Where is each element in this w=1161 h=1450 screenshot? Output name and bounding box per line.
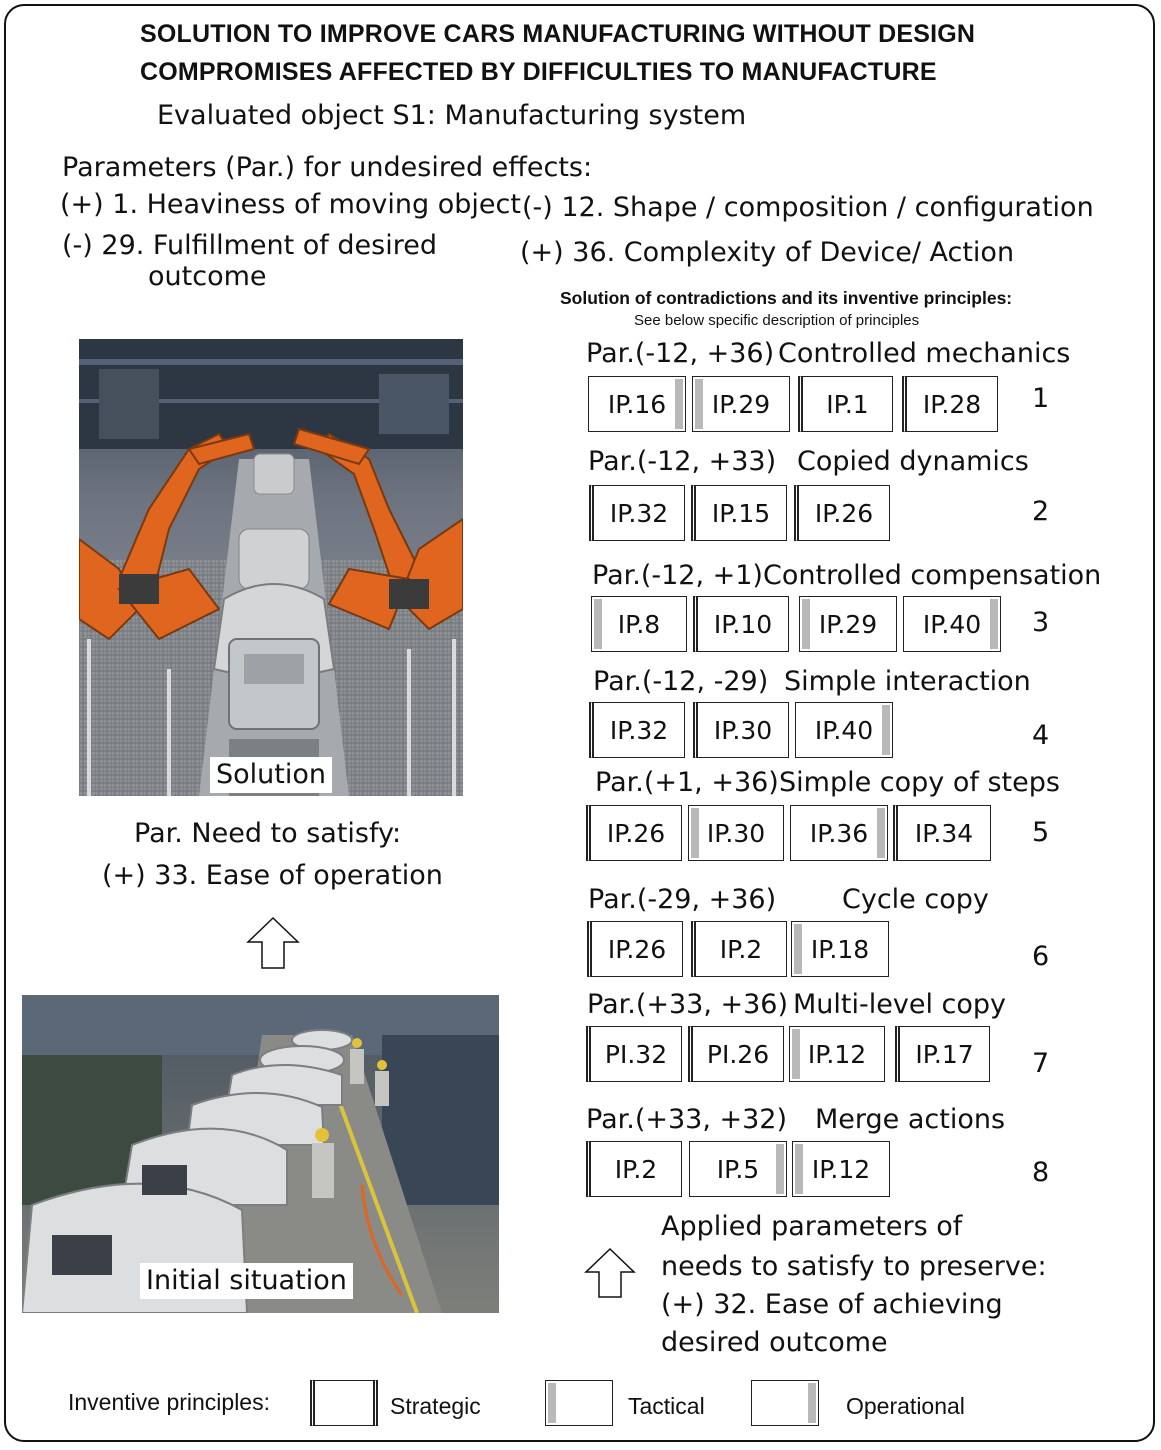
param-29-line2: outcome [148,261,267,292]
ip-label: IP.36 [809,818,869,848]
ip-label: IP.40 [922,609,982,639]
ip-label: IP.17 [915,1039,974,1069]
legend-operational-label: Operational [846,1393,965,1419]
ip-label: PI.32 [604,1039,668,1069]
ip-box-strategic [691,921,787,977]
ip-box-tactical [792,1141,890,1197]
row-4-name: Simple interaction [784,666,1031,697]
up-arrow-icon [246,916,300,970]
ip-box-strategic [589,702,685,758]
row-7-number: 7 [1032,1048,1050,1079]
params-heading: Parameters (Par.) for undesired effects: [62,152,593,183]
ip-label: IP.16 [607,389,667,419]
row-3-number: 3 [1032,607,1050,638]
ip-label: IP.12 [811,1154,871,1184]
param-12: (-) 12. Shape / composition / configuration [522,192,1094,223]
solution-label: Solution [210,757,332,793]
row-8-number: 8 [1032,1157,1050,1188]
ip-box-strategic [587,921,683,977]
applied-line-4: desired outcome [661,1327,888,1358]
ip-box-strategic [586,1141,682,1197]
row-2-par: Par.(-12, +33) [588,446,777,477]
legend-tactical-box [545,1380,613,1426]
ip-label: IP.15 [711,498,771,528]
legend-operational-box [751,1380,819,1426]
row-6-number: 6 [1032,941,1050,972]
ip-box-strategic [688,1026,784,1082]
row-1-name: Controlled mechanics [778,338,1071,369]
ip-label: IP.8 [617,609,661,639]
ip-label: IP.10 [713,609,773,639]
ip-box-tactical [688,805,784,861]
legend-strategic-box [310,1380,378,1426]
ip-box-tactical [789,1026,885,1082]
ip-label: IP.1 [826,389,869,419]
row-7-name: Multi-level copy [793,989,1007,1020]
ip-box-strategic [693,702,789,758]
ip-label: IP.26 [607,934,667,964]
title-line-1: SOLUTION TO IMPROVE CARS MANUFACTURING WITHOUT DESIGN [140,20,976,48]
ip-label: IP.28 [922,389,982,419]
applied-line-1: Applied parameters of [661,1211,963,1242]
ip-box-strategic [895,1026,990,1082]
ip-label: IP.18 [810,934,870,964]
ip-box-operational [795,702,893,758]
need-heading: Par. Need to satisfy: [134,818,402,849]
ip-box-operational [903,596,1001,652]
row-2-name: Copied dynamics [797,446,1029,477]
ip-box-strategic [902,376,998,432]
row-6-name: Cycle copy [842,884,989,915]
ip-label: IP.30 [706,818,766,848]
solution-heading: Solution of contradictions and its inventive principles: [560,288,1013,308]
solution-photo [79,339,463,796]
ip-box-strategic [589,485,685,541]
ip-label: IP.34 [914,818,974,848]
ip-label: IP.2 [614,1154,658,1184]
ip-label: IP.32 [609,715,669,745]
up-arrow-right-icon [584,1247,636,1299]
ip-label: IP.12 [807,1039,867,1069]
ip-box-strategic [893,805,991,861]
solution-subheading: See below specific description of principles [634,312,920,329]
applied-line-3: (+) 32. Ease of achieving [661,1289,1003,1320]
ip-box-strategic [693,596,789,652]
ip-label: IP.32 [609,498,669,528]
ip-label: IP.2 [719,934,763,964]
ip-box-tactical [692,376,790,432]
row-8-par: Par.(+33, +32) [586,1104,788,1135]
param-36: (+) 36. Complexity of Device/ Action [520,237,1015,268]
row-6-par: Par.(-29, +36) [588,884,777,915]
row-1-par: Par.(-12, +36) [586,338,775,369]
ip-label: IP.26 [606,818,666,848]
row-5-number: 5 [1032,817,1050,848]
ip-label: IP.26 [814,498,874,528]
ip-box-tactical [791,921,889,977]
legend-tactical-label: Tactical [628,1393,705,1419]
ip-label: IP.30 [713,715,773,745]
robot-assembly-image [79,339,463,796]
ip-label: IP.29 [818,609,878,639]
evaluated-object: Evaluated object S1: Manufacturing system [157,100,747,131]
row-1-number: 1 [1032,383,1050,414]
need-value: (+) 33. Ease of operation [102,860,443,891]
legend-heading: Inventive principles: [68,1389,270,1415]
ip-box-strategic [586,805,682,861]
row-8-name: Merge actions [815,1104,1006,1135]
ip-box-strategic [586,1026,682,1082]
applied-line-2: needs to satisfy to preserve: [661,1251,1047,1282]
param-29-line1: (-) 29. Fulfillment of desired [62,230,437,261]
legend-strategic-label: Strategic [390,1393,481,1419]
row-2-number: 2 [1032,496,1050,527]
row-3-par: Par.(-12, +1) [592,560,763,591]
row-5-par: Par.(+1, +36) [595,767,779,798]
row-4-number: 4 [1032,720,1050,751]
ip-box-strategic [798,376,893,432]
ip-box-operational [588,376,686,432]
ip-box-operational [689,1141,787,1197]
ip-box-strategic [794,485,890,541]
ip-box-strategic [691,485,787,541]
row-4-par: Par.(-12, -29) [593,666,769,697]
row-5-name: Simple copy of steps [779,767,1060,798]
initial-situation-label: Initial situation [140,1263,353,1299]
ip-box-tactical [799,596,897,652]
ip-label: IP.40 [814,715,874,745]
title-line-2: COMPROMISES AFFECTED BY DIFFICULTIES TO MANUFACTURE [140,58,937,86]
ip-box-tactical [591,596,687,652]
row-3-name: Controlled compensation [763,560,1102,591]
ip-label: IP.29 [711,389,771,419]
ip-label: IP.5 [716,1154,760,1184]
ip-label: PI.26 [706,1039,770,1069]
row-7-par: Par.(+33, +36) [587,989,789,1020]
ip-box-operational [790,805,888,861]
param-1: (+) 1. Heaviness of moving object [60,189,521,220]
